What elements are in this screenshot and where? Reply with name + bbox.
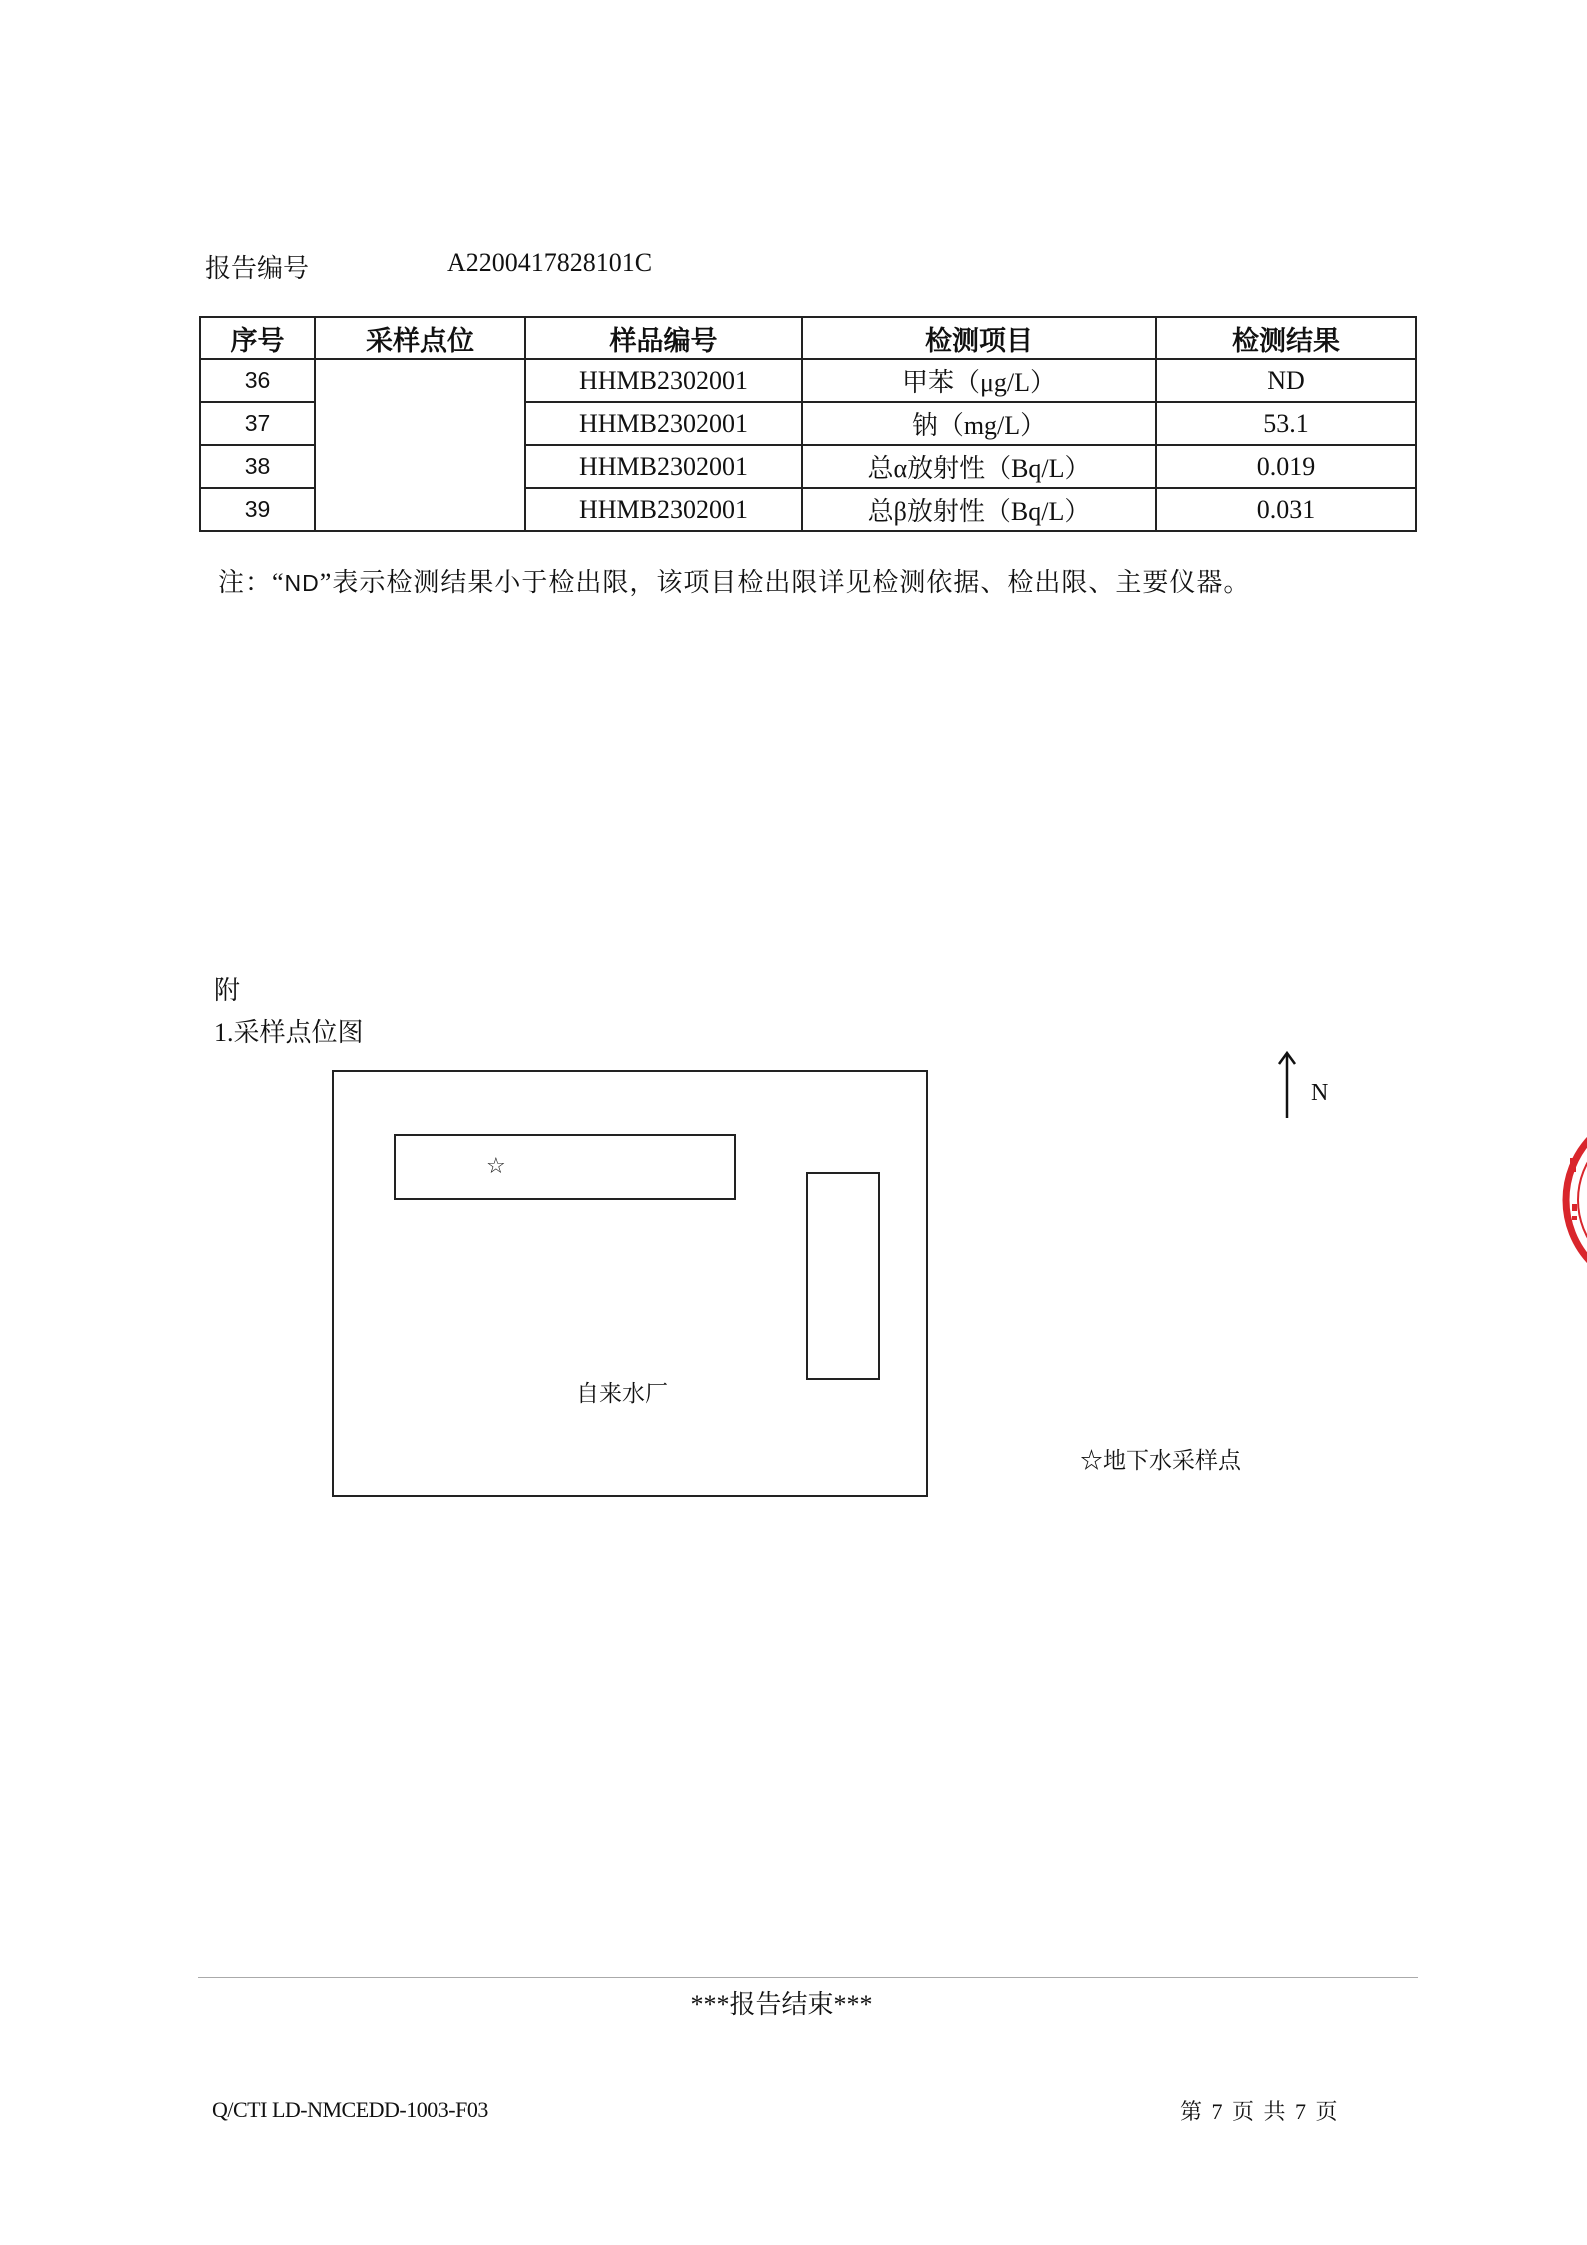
cell-test-item: 总β放射性（Bq/L） <box>802 488 1156 531</box>
note-suffix: ”表示检测结果小于检出限，该项目检出限详见检测依据、检出限、主要仪器。 <box>319 568 1251 597</box>
map-legend: ☆地下水采样点 <box>1080 1448 1241 1473</box>
report-number <box>205 248 653 285</box>
footer-divider <box>198 1977 1418 1978</box>
form-code: Q/CTI LD-NMCEDD-1003-F03 <box>212 2097 488 2122</box>
cell-test-item: 甲苯（μg/L） <box>802 359 1156 402</box>
note-prefix: 注：“ <box>218 568 285 597</box>
north-arrow-icon <box>1275 1050 1305 1120</box>
cell-sample-id: HHMB2302001 <box>525 402 802 445</box>
cell-test-result: 0.019 <box>1156 445 1416 488</box>
page-number: 第 7 页 共 7 页 <box>1180 2099 1338 2124</box>
header-sampling-point: 采样点位 <box>315 317 525 359</box>
report-number-label: 报告编号 <box>205 254 310 283</box>
results-table <box>199 316 1417 532</box>
cell-test-result: ND <box>1156 359 1416 402</box>
table-note <box>218 562 1250 599</box>
cell-seq: 37 <box>200 402 315 445</box>
header-test-item: 检测项目 <box>802 317 1156 359</box>
note-code: ND <box>284 570 320 596</box>
cell-test-result: 53.1 <box>1156 402 1416 445</box>
header-seq: 序号 <box>200 317 315 359</box>
table-header-row <box>200 317 1416 359</box>
building-outline <box>806 1172 880 1380</box>
cell-test-result: 0.031 <box>1156 488 1416 531</box>
report-end-mark <box>0 1984 1587 2021</box>
cell-sample-id: HHMB2302001 <box>525 488 802 531</box>
cell-seq: 39 <box>200 488 315 531</box>
cell-test-item: 总α放射性（Bq/L） <box>802 445 1156 488</box>
table-row <box>200 359 1416 402</box>
cell-sampling-point <box>315 359 525 531</box>
north-label: N <box>1311 1080 1329 1106</box>
report-number-value: A2200417828101C <box>447 248 653 277</box>
header-test-result: 检测结果 <box>1156 317 1416 359</box>
cell-sample-id: HHMB2302001 <box>525 445 802 488</box>
cell-sample-id: HHMB2302001 <box>525 359 802 402</box>
report-end-text: ***报告结束*** <box>690 1990 873 2019</box>
cell-test-item: 钠（mg/L） <box>802 402 1156 445</box>
sampling-point-star-icon: ☆ <box>486 1154 506 1179</box>
cell-seq: 36 <box>200 359 315 402</box>
building-outline <box>394 1134 736 1200</box>
cell-seq: 38 <box>200 445 315 488</box>
appendix-title: 附 <box>214 976 241 1005</box>
figure-title: 1.采样点位图 <box>214 1018 364 1047</box>
official-seal-icon <box>1556 1100 1587 1300</box>
water-plant-label: 自来水厂 <box>576 1381 668 1406</box>
header-sample-id: 样品编号 <box>525 317 802 359</box>
